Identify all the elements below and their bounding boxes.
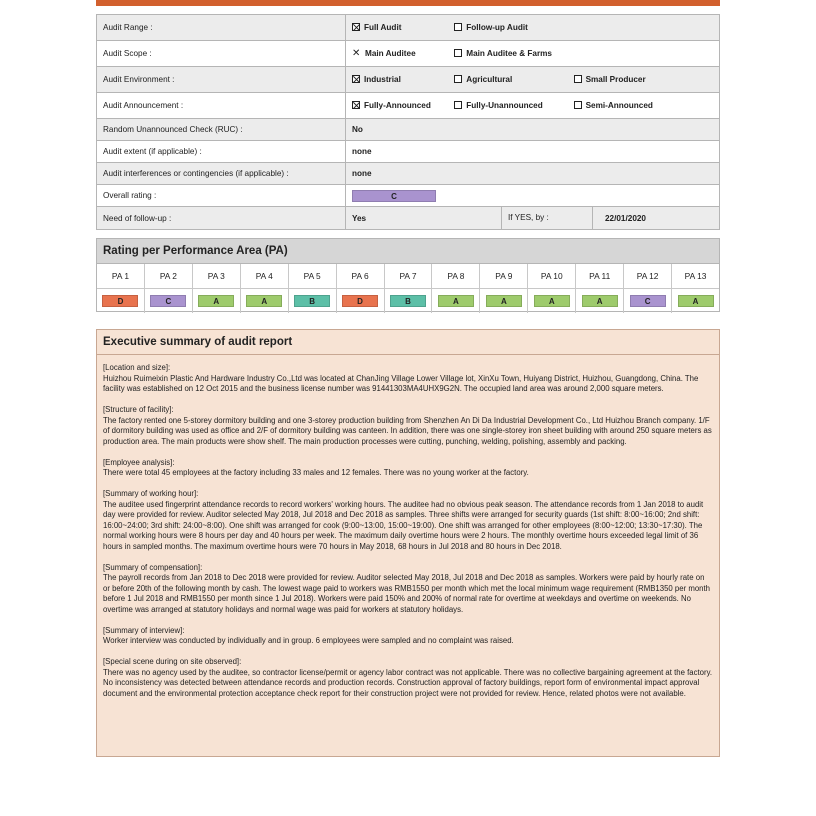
summary-section: [103, 657, 713, 699]
checkbox-empty-icon[interactable]: [574, 75, 582, 83]
row-audit-range: [97, 15, 720, 41]
pa-grade-cell: [97, 289, 145, 313]
rating-per-pa-panel: [96, 238, 720, 312]
summary-section: [103, 626, 713, 647]
pa-name-cell: PA 13: [684, 271, 707, 281]
pa-grade-cell: [480, 289, 528, 313]
section-text: The factory rented one 5-storey dormitory building and one 3-storey production building from Shenzhen An Di Da Industrial Development Co., Ltd Huizhou Branch company. 1/F of dormitory building was used as office and 2/F of dormitory building was canteen. In addition, there was one single-storey iron sheet building with around 250 square meters as production area. The main products were show shelf. The main production processes were cutting, punching, welding, polishing, assembly and packing.: [103, 415, 712, 446]
grade-badge: A: [582, 295, 618, 307]
checkbox-checked-icon[interactable]: [352, 75, 360, 83]
section-heading: [Structure of facility]:: [103, 405, 174, 414]
pa-grade-cell: [672, 289, 719, 313]
grade-badge: A: [486, 295, 522, 307]
section-heading: [Summary of working hour]:: [103, 489, 199, 498]
grade-badge: A: [438, 295, 474, 307]
option-fully-announced[interactable]: Fully-Announced: [352, 101, 452, 110]
pa-grade-cell: [241, 289, 289, 313]
section-heading: [Summary of interview]:: [103, 625, 185, 635]
grade-badge: B: [294, 295, 330, 307]
pa-name-cell: PA 3: [193, 264, 241, 288]
row-ruc: [97, 119, 720, 141]
summary-section: [103, 489, 713, 552]
audit-announcement-label: Audit Announcement :: [97, 93, 346, 119]
option-agricultural[interactable]: Agricultural: [454, 75, 571, 84]
rating-title: Rating per Performance Area (PA): [97, 239, 719, 264]
option-semi-announced[interactable]: Semi-Announced: [574, 101, 653, 110]
checkbox-empty-icon[interactable]: [454, 23, 462, 31]
summary-section: [103, 563, 713, 616]
checkbox-checked-icon[interactable]: [352, 101, 360, 109]
follow-up-date: 22/01/2020: [605, 213, 646, 223]
grade-badge: C: [150, 295, 186, 307]
if-yes-label: If YES, by :: [502, 207, 593, 229]
pa-name-cell: PA 1: [97, 264, 145, 288]
checkbox-checked-icon[interactable]: [352, 23, 360, 31]
row-audit-scope: [97, 41, 720, 67]
pa-grade-cell: [528, 289, 576, 313]
audit-info-table: [96, 14, 720, 230]
row-audit-extent: [97, 141, 720, 163]
overall-rating-label: Overall rating :: [97, 185, 346, 207]
pa-name-cell: PA 12: [624, 264, 672, 288]
follow-up-label: Need of follow-up :: [97, 207, 346, 230]
grade-badge: A: [198, 295, 234, 307]
header-accent-bar: [96, 0, 720, 6]
audit-extent-label: Audit extent (if applicable) :: [97, 141, 346, 163]
pa-name-cell: PA 11: [576, 264, 624, 288]
pa-name-cell: PA 9: [480, 264, 528, 288]
pa-name-cell: PA 8: [432, 264, 480, 288]
pa-name-cell: PA 6: [337, 264, 385, 288]
section-heading: [Summary of compensation]:: [103, 562, 203, 572]
summary-section: [103, 405, 713, 447]
summary-title: Executive summary of audit report: [97, 330, 719, 355]
grade-badge: C: [630, 295, 666, 307]
pa-grade-cell: [337, 289, 385, 313]
interferences-label: Audit interferences or contingencies (if applicable) :: [97, 163, 346, 185]
overall-rating-badge: C: [352, 190, 436, 202]
section-text: The auditee used fingerprint attendance records to record workers' working hours. The auditee had no obvious peak season. The attendance records from 1 Jan 2018 to audit day were provided for review. Auditor selected May 2018, Jul 2018 and Dec 2018 as samples. Three shifts were arranged for security guards (1st shift: 8:00~16:00; 2nd shift: 16:00~24:00; 3rd shift: 24:00~8:00). One shift was arranged for cook (9:00~13:00, 15:00~19:00). One shift was arranged for other employees (8:00~12:00; 13:30~17:30). The normal working hours were 8 hours per day and 40 hours per week. The maximum daily overtime hours were 2 hours. The monthly overtime hours exceeded legal limit of 36 hours in sampled months. The maximum overtime hours were 70 hours in May 2018, 68 hours in Jul 2018 and 80 hours in Dec 2018.: [103, 499, 704, 551]
executive-summary-panel: [96, 329, 720, 757]
checkbox-empty-icon[interactable]: [574, 101, 582, 109]
audit-scope-label: Audit Scope :: [97, 41, 346, 67]
audit-extent-value: none: [346, 141, 720, 163]
option-main-auditee[interactable]: ✕ Main Auditee: [352, 48, 416, 59]
section-text: The payroll records from Jan 2018 to Dec 2018 were provided for review. Auditor selected May 2018, Jul 2018 and Dec 2018 as samples. Workers were paid by hourly rate on or before 20th of the following month by cash. The lowest wage paid to workers was RMB1550 per month which met the local minimum wage requirement (RMB1350 per month before 1 Jul 2018 and RMB1550 per month since 1 Jul 2018). Workers were paid 150% and 200% of normal rate for overtime at weekdays and overtime on weekends. No overtime was arranged at statutory holidays and normal wage was paid for workers at statutory holidays.: [103, 573, 711, 614]
option-small-producer[interactable]: Small Producer: [574, 75, 646, 84]
section-text: There were total 45 employees at the factory including 33 males and 12 females. There was no young worker at the factory.: [103, 468, 529, 477]
section-heading: [Location and size]:: [103, 363, 171, 372]
section-text: There was no agency used by the auditee, so contractor license/permit or agency labor contract was not applicable. There was no collective bargaining agreement at the factory. No inconsistency was detected between attendance records and production records. Construction approval of factory buildings, report form of environmental impact approval document and the environmental protection acceptance check report for their construction project were not provided for review. Hence, related photos were not available.: [103, 667, 713, 698]
pa-name-cell: PA 7: [385, 264, 433, 288]
grade-badge: B: [390, 295, 426, 307]
grade-badge: D: [342, 295, 378, 307]
row-audit-environment: [97, 67, 720, 93]
option-follow-up-audit[interactable]: Follow-up Audit: [454, 23, 528, 32]
audit-environment-label: Audit Environment :: [97, 67, 346, 93]
grade-badge: A: [678, 295, 714, 307]
pa-name-cell: PA 5: [289, 264, 337, 288]
ruc-label: Random Unannounced Check (RUC) :: [97, 119, 346, 141]
row-interferences: [97, 163, 720, 185]
pa-grade-row: [97, 289, 719, 313]
section-heading: [Employee analysis]:: [103, 457, 175, 467]
pa-name-cell: PA 2: [145, 264, 193, 288]
x-mark-icon[interactable]: ✕: [352, 48, 361, 59]
option-full-audit[interactable]: Full Audit: [352, 23, 452, 32]
pa-grade-cell: [289, 289, 337, 313]
interferences-value: none: [346, 163, 720, 185]
grade-badge: D: [102, 295, 138, 307]
section-text: Huizhou Ruimeixin Plastic And Hardware Industry Co.,Ltd was located at ChanJing Village Lower Village lot, XinXu Town, Huiyang District, Huizhou, Guangdong, China. The facility was established on 12 Oct 2015 and the business license number was 91441303MA4UHX9G2N. The occupied land area was around 2,000 square meters.: [103, 373, 699, 393]
pa-name-cell: PA 4: [241, 264, 289, 288]
section-text: Worker interview was conducted by individually and in group. 6 employees were sampled and no complaint was raised.: [103, 636, 514, 645]
option-main-auditee-farms[interactable]: Main Auditee & Farms: [454, 49, 552, 58]
checkbox-empty-icon[interactable]: [454, 75, 462, 83]
option-fully-unannounced[interactable]: Fully-Unannounced: [454, 101, 571, 110]
row-overall-rating: [97, 185, 720, 207]
pa-grade-cell: [385, 289, 433, 313]
pa-grade-cell: [576, 289, 624, 313]
checkbox-empty-icon[interactable]: [454, 49, 462, 57]
row-follow-up: [97, 207, 720, 230]
checkbox-empty-icon[interactable]: [454, 101, 462, 109]
pa-name-row: [97, 264, 719, 289]
grade-badge: A: [246, 295, 282, 307]
summary-body: [97, 355, 719, 699]
pa-name-cell: PA 10: [528, 264, 576, 288]
pa-grade-cell: [624, 289, 672, 313]
section-heading: [Special scene during on site observed]:: [103, 657, 242, 666]
summary-section: [103, 458, 713, 479]
pa-grade-cell: [145, 289, 193, 313]
pa-grade-cell: [193, 289, 241, 313]
ruc-value: No: [346, 119, 720, 141]
follow-up-value: Yes: [346, 207, 502, 230]
row-audit-announcement: [97, 93, 720, 119]
pa-grade-cell: [432, 289, 480, 313]
option-industrial[interactable]: Industrial: [352, 75, 452, 84]
audit-range-label: Audit Range :: [97, 15, 346, 41]
grade-badge: A: [534, 295, 570, 307]
summary-section: [103, 363, 713, 395]
